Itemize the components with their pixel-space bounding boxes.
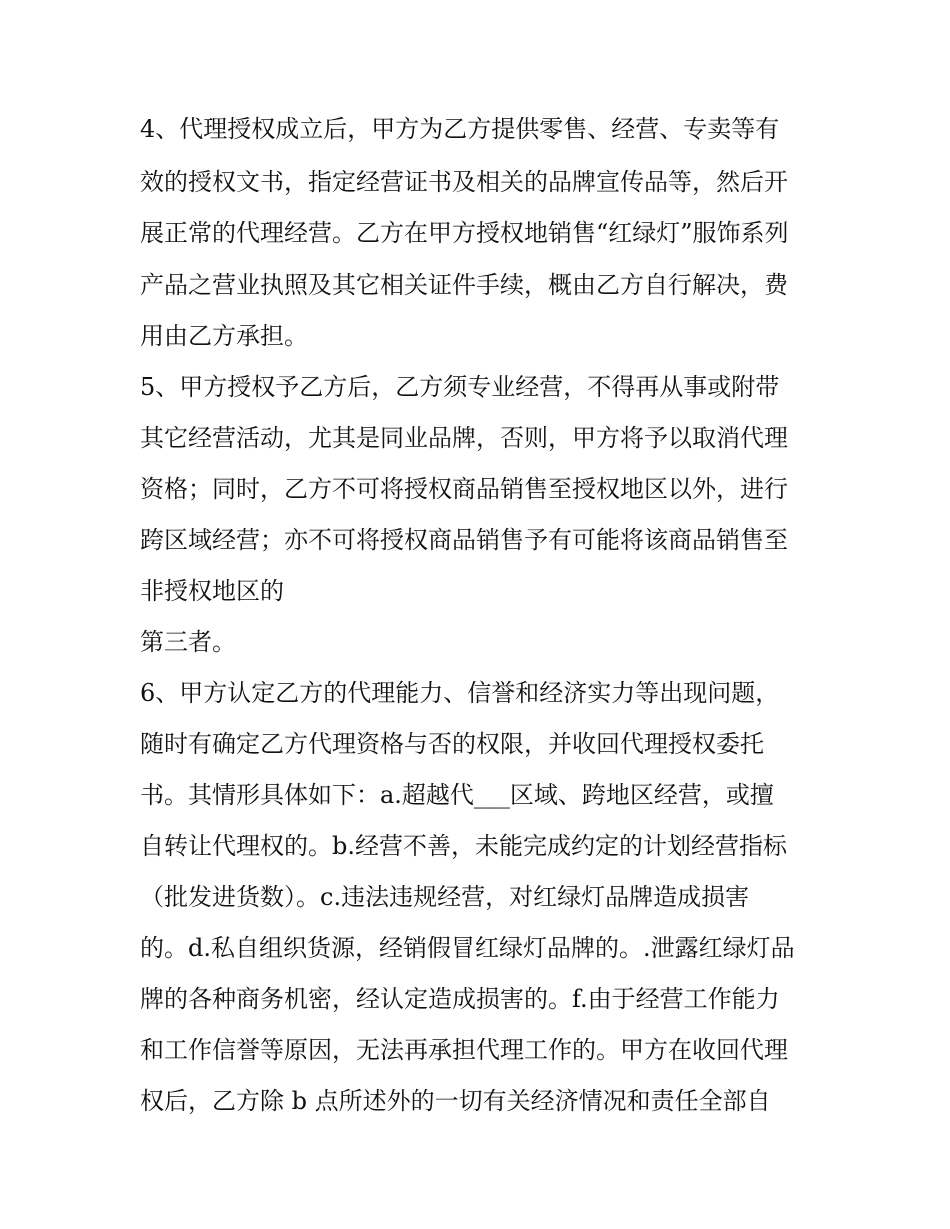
clause-6-line-6: 的。d.私自组织货源，经销假冒红绿灯品牌的。.泄露红绿灯品 <box>140 934 795 962</box>
clause-6-line-3: 书。其情形具体如下：a.超越代___区域、跨地区经营，或擅 <box>140 781 774 809</box>
clause-5-line-4: 跨区域经营；亦不可将授权商品销售予有可能将该商品销售至 <box>140 526 788 554</box>
clause-5-line-6: 第三者。 <box>140 628 236 656</box>
clause-6-line-9: 权后，乙方除 b 点所述外的一切有关经济情况和责任全部自 <box>140 1087 771 1115</box>
clause-5-line-3: 资格；同时，乙方不可将授权商品销售至授权地区以外，进行 <box>140 475 788 503</box>
clause-5-line-2: 其它经营活动，尤其是同业品牌，否则，甲方将予以取消代理 <box>140 424 788 452</box>
clause-5-line-5: 非授权地区的 <box>140 577 284 605</box>
clause-6-line-1: 6、甲方认定乙方的代理能力、信誉和经济实力等出现问题， <box>140 679 780 707</box>
clause-4-line-5: 用由乙方承担。 <box>140 322 308 350</box>
clause-5-line-1: 5、甲方授权予乙方后，乙方须专业经营，不得再从事或附带 <box>140 373 780 401</box>
clause-6-line-2: 随时有确定乙方代理资格与否的权限，并收回代理授权委托 <box>140 730 764 758</box>
clause-4-line-2: 效的授权文书，指定经营证书及相关的品牌宣传品等，然后开 <box>140 168 788 196</box>
clause-6-line-7: 牌的各种商务机密，经认定造成损害的。f.由于经营工作能力 <box>140 985 780 1013</box>
clause-6-line-4: 自转让代理权的。b.经营不善，未能完成约定的计划经营指标 <box>140 832 787 860</box>
clause-6-line-5: （批发进货数）。c.违法违规经营，对红绿灯品牌造成损害 <box>140 883 750 911</box>
clause-4-line-4: 产品之营业执照及其它相关证件手续，概由乙方自行解决，费 <box>140 271 788 299</box>
clause-4-line-3: 展正常的代理经营。乙方在甲方授权地销售“红绿灯”服饰系列 <box>140 219 789 247</box>
clause-4-line-1: 4、代理授权成立后，甲方为乙方提供零售、经营、专卖等有 <box>140 115 780 143</box>
clause-6-line-8: 和工作信誉等原因，无法再承担代理工作的。甲方在收回代理 <box>140 1036 788 1064</box>
